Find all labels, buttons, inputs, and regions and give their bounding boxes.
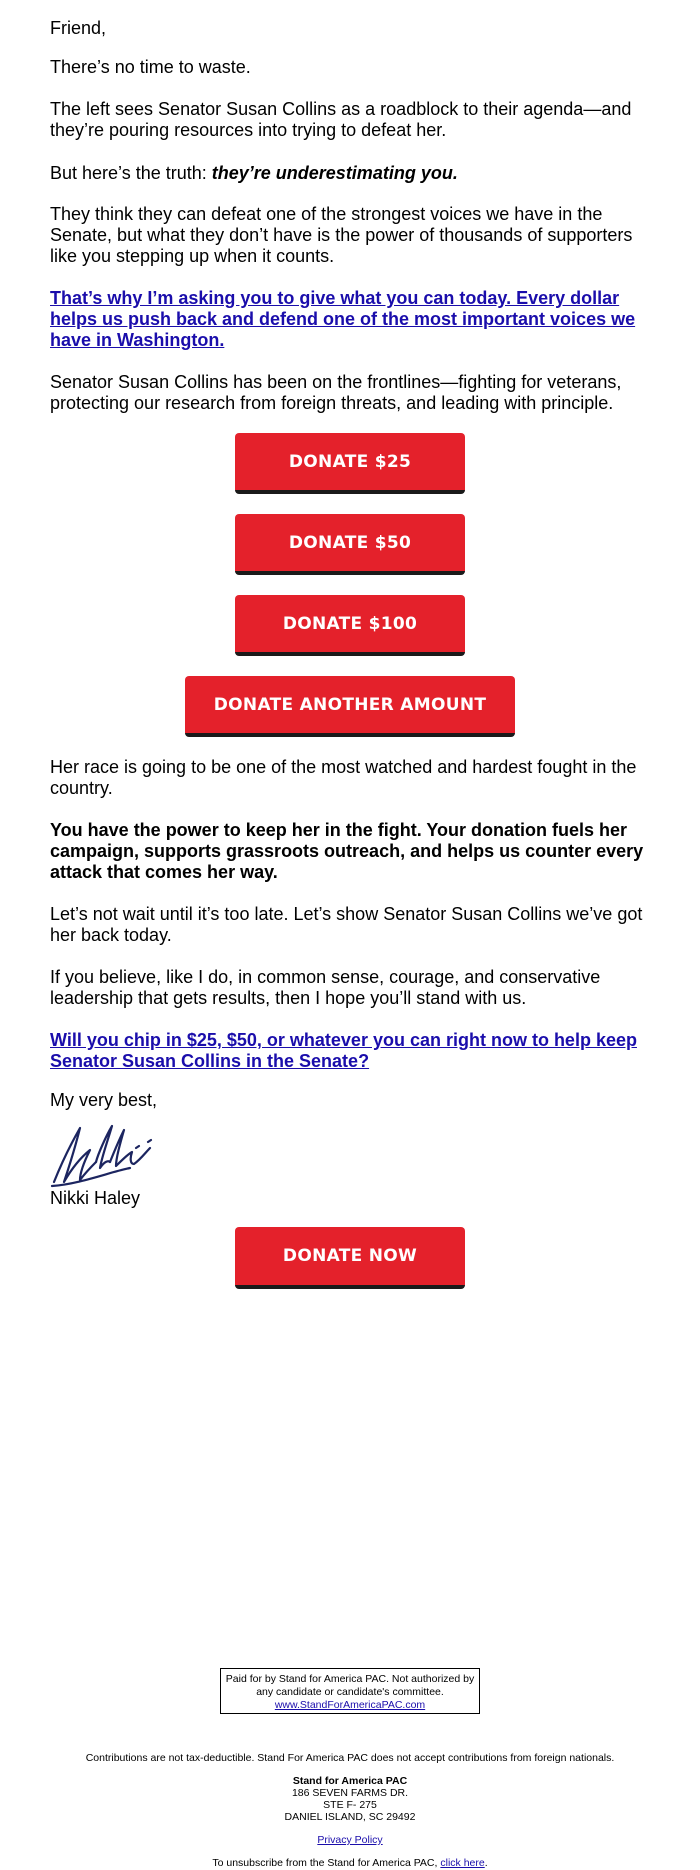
unsubscribe-text: To unsubscribe from the Stand for America PAC,: [212, 1857, 441, 1869]
greeting: Friend,: [50, 18, 107, 38]
paragraph-frontlines: Senator Susan Collins has been on the frontlines—fighting for veterans, protecting our research from foreign threats, and leading with principle.: [50, 372, 622, 413]
org-name: Stand for America PAC: [292, 1775, 408, 1787]
paragraph-left-sees: The left sees Senator Susan Collins as a roadblock to their agenda—and they’re pouring resources into trying to defeat her.: [50, 99, 632, 140]
closing: My very best,: [50, 1090, 158, 1110]
donate-another-amount-button[interactable]: DONATE ANOTHER AMOUNT: [185, 676, 515, 737]
donate-now-button[interactable]: DONATE NOW: [235, 1227, 465, 1289]
paragraph-race: Her race is going to be one of the most watched and hardest fought in the country.: [50, 757, 637, 798]
paragraph-power: You have the power to keep her in the fight. Your donation fuels her campaign, supports grassroots outreach, and helps us counter every attack that comes her way.: [50, 820, 644, 882]
unsubscribe-period: .: [484, 1857, 488, 1869]
paragraph-truth: [50, 163, 650, 184]
donate-50-button[interactable]: DONATE $50: [235, 514, 465, 575]
address-line-3: DANIEL ISLAND, SC 29492: [284, 1811, 416, 1823]
signer-name: Nikki Haley: [50, 1188, 141, 1208]
truth-prefix: But here’s the truth:: [50, 163, 212, 183]
donate-25-button[interactable]: DONATE $25: [235, 433, 465, 494]
paragraph-they-think: They think they can defeat one of the strongest voices we have in the Senate, but what they don’t have is the power of thousands of supporters like you stepping up when it counts.: [50, 204, 633, 266]
paragraph-believe: If you believe, like I do, in common sense, courage, and conservative leadership that gets results, then I hope you’ll stand with us.: [50, 967, 601, 1008]
donate-100-button[interactable]: DONATE $100: [235, 595, 465, 656]
paid-for-text: Paid for by Stand for America PAC. Not authorized by any candidate or candidate's committee.: [225, 1673, 475, 1698]
address-line-1: 186 SEVEN FARMS DR.: [291, 1787, 409, 1799]
privacy-row: [0, 1834, 700, 1846]
donate-appeal-link[interactable]: That’s why I’m asking you to give what you can today. Every dollar helps us push back and defend one of the most important voices we have in Washington.: [50, 288, 636, 350]
tax-deductible-note: Contributions are not tax-deductible. Stand For America PAC does not accept contributions from foreign nationals.: [85, 1752, 615, 1764]
paragraph-no-time: There’s no time to waste.: [50, 57, 251, 77]
address-line-2: STE F- 275: [323, 1799, 377, 1811]
pac-website-link[interactable]: www.StandForAmericaPAC.com: [274, 1699, 426, 1711]
signature-image: [50, 1122, 165, 1188]
truth-emphasis: they’re underestimating you.: [211, 163, 458, 183]
mailing-address: [0, 1775, 700, 1823]
chip-in-link[interactable]: Will you chip in $25, $50, or whatever you can right now to help keep Senator Susan Collins in the Senate?: [50, 1030, 637, 1071]
paragraph-dont-wait: Let’s not wait until it’s too late. Let’s show Senator Susan Collins we’ve got her back today.: [50, 904, 643, 945]
unsubscribe-link[interactable]: click here: [440, 1857, 485, 1869]
paid-for-disclaimer: [220, 1668, 480, 1714]
unsubscribe-row: [0, 1857, 700, 1869]
privacy-policy-link[interactable]: Privacy Policy: [317, 1834, 383, 1846]
